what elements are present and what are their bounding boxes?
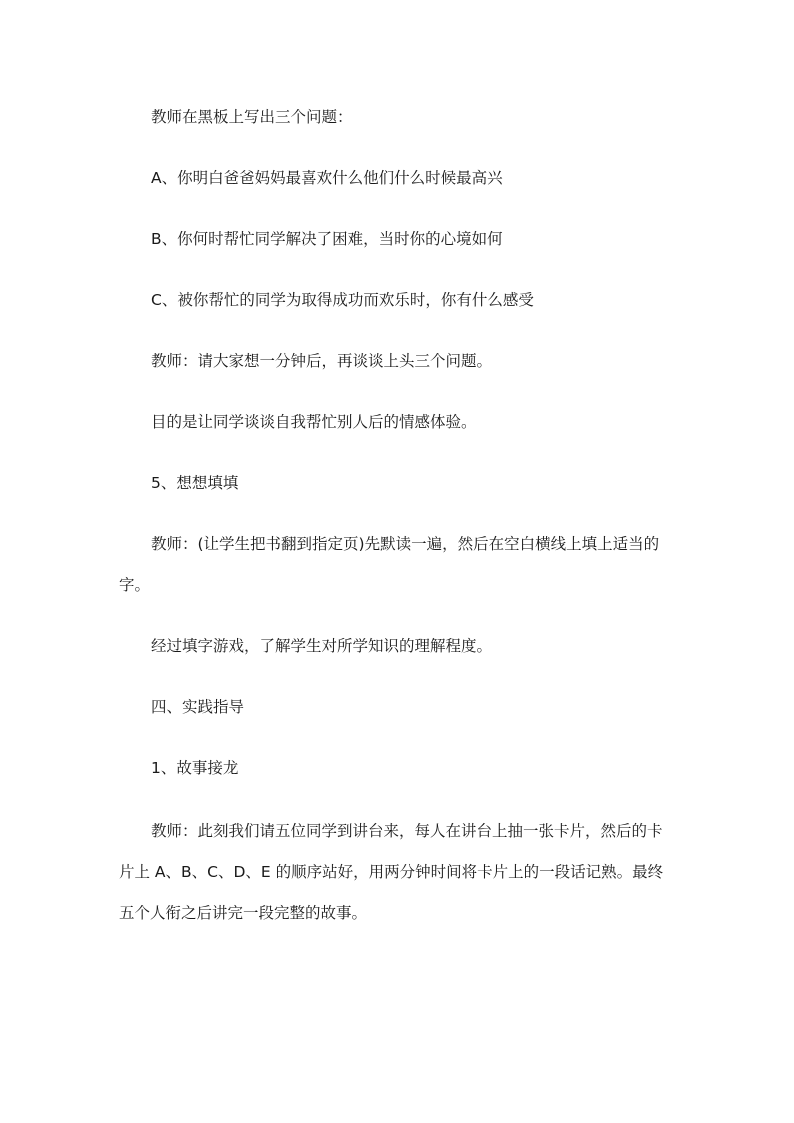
- paragraph-purpose: [119, 402, 679, 443]
- text-line: 经过填字游戏，了解学生对所学知识的理解程度。: [151, 637, 493, 655]
- text-line: 1、故事接龙: [151, 759, 239, 777]
- heading-practice-guidance: [119, 687, 679, 728]
- text-line: 五个人衔之后讲完一段完整的故事。: [119, 904, 368, 922]
- paragraph-question-a: [119, 158, 679, 199]
- heading-story-relay: [119, 748, 679, 789]
- paragraph-teacher-instruction: [119, 341, 679, 382]
- text-line: A、你明白爸爸妈妈最喜欢什么他们什么时候最高兴: [151, 169, 503, 187]
- text-line: C、被你帮忙的同学为取得成功而欢乐时，你有什么感受: [151, 291, 534, 309]
- text-line: 教师：此刻我们请五位同学到讲台来，每人在讲台上抽一张卡片，然后的卡: [151, 822, 663, 840]
- paragraph-fill-in-instruction: [119, 524, 679, 606]
- paragraph-story-relay-instruction: [119, 811, 679, 934]
- paragraph-question-b: [119, 219, 679, 260]
- text-line: 5、想想填填: [151, 474, 239, 492]
- text-line: 四、实践指导: [151, 698, 245, 716]
- paragraph-fill-in-purpose: [119, 626, 679, 667]
- paragraph-teacher-writes-questions: [119, 97, 679, 138]
- text-line: B、你何时帮忙同学解决了困难，当时你的心境如何: [151, 230, 503, 248]
- text-line: 教师在黑板上写出三个问题：: [151, 108, 353, 126]
- text-line: 目的是让同学谈谈自我帮忙别人后的情感体验。: [151, 413, 477, 431]
- paragraph-question-c: [119, 280, 679, 321]
- text-line: 片上 A、B、C、D、E 的顺序站好，用两分钟时间将卡片上的一段话记熟。最终: [119, 863, 664, 881]
- text-line: 教师：请大家想一分钟后，再谈谈上头三个问题。: [151, 352, 493, 370]
- heading-think-and-fill: [119, 463, 679, 504]
- text-line: 字。: [119, 576, 151, 594]
- text-line: 教师：(让学生把书翻到指定页)先默读一遍，然后在空白横线上填上适当的: [151, 535, 660, 553]
